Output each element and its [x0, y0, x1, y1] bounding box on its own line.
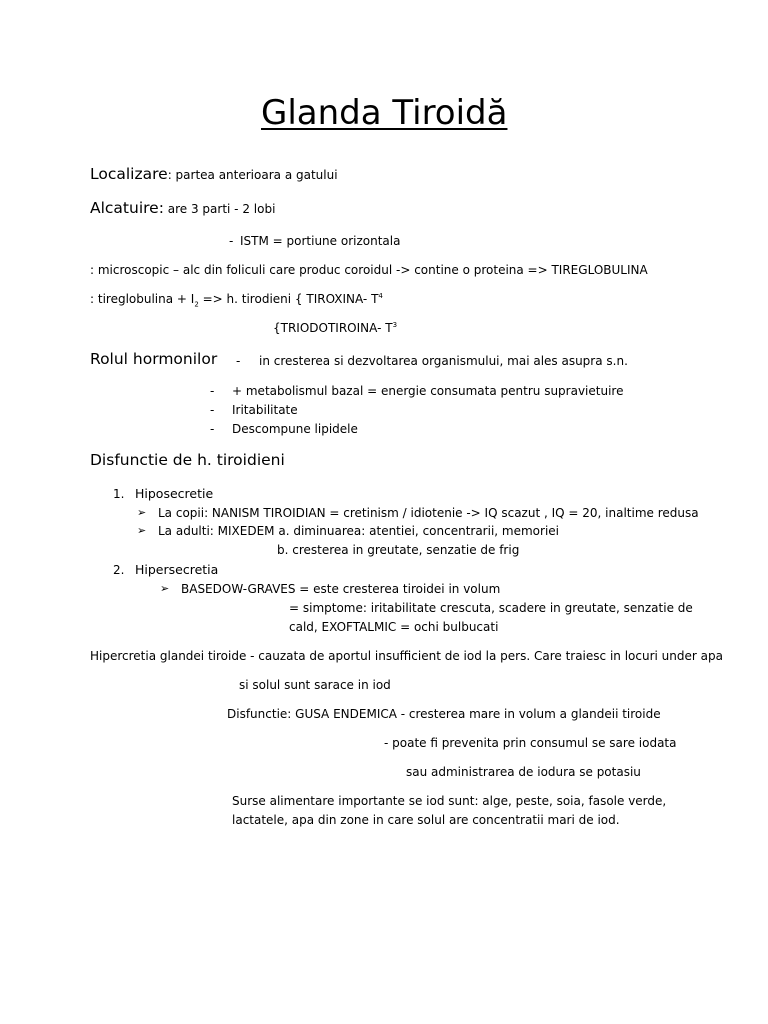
gusa-endemica-line: Disfunctie: GUSA ENDEMICA - cresterea mare in volum a glandeii tiroide	[227, 707, 661, 721]
hiposecretie-number: 1.	[113, 487, 125, 501]
rolul-dash-2: -	[210, 403, 215, 417]
hipersecretia-simptome-2: cald, EXOFTALMIC = ochi bulbucati	[289, 620, 499, 634]
disfunctie-heading: Disfunctie de h. tiroidieni	[90, 451, 285, 469]
microscopic-line: : microscopic – alc din foliculi care produc coroidul -> contine o proteina => TIREGLOBULINA	[90, 263, 648, 277]
page-title: Glanda Tiroidă	[261, 93, 508, 133]
rolul-dash-1: -	[210, 384, 215, 398]
alcatuire-line	[90, 201, 275, 217]
hiposecretie-adulti-b: b. cresterea in greutate, senzatie de frig	[277, 543, 520, 557]
iodine-subscript: 2	[194, 300, 199, 309]
hipersecretia-simptome-1: = simptome: iritabilitate crescuta, scadere in greutate, senzatie de	[289, 601, 693, 615]
tireglobulina-post: => h. tirodieni { TIROXINA- T	[198, 292, 379, 306]
tireglobulina-pre: : tireglobulina + I	[90, 292, 195, 306]
rolul-label: Rolul hormonilor	[90, 350, 218, 368]
alcatuire-text: are 3 parti - 2 lobi	[163, 202, 276, 216]
prevenita-line: - poate fi prevenita prin consumul se sare iodata	[384, 736, 677, 750]
surse-line-1: Surse alimentare importante se iod sunt: alge, peste, soia, fasole verde,	[232, 794, 667, 808]
hipercretia-line-2: si solul sunt saracе in iod	[239, 678, 391, 692]
istm-text: ISTM = portiune orizontala	[240, 234, 401, 248]
t3-superscript: 3	[392, 321, 398, 329]
rolul-item-0: in cresterea si dezvoltarea organismului, mai ales asupra s.n.	[259, 354, 628, 368]
administrarea-line: sau administrarea de iodura se potasiu	[406, 765, 641, 779]
alcatuire-label: Alcatuire:	[90, 199, 164, 217]
rolul-item-3: Descompune lipidele	[232, 422, 358, 436]
tireglobulina-line	[90, 292, 383, 309]
arrow-bullet-icon: ➢	[137, 524, 147, 537]
t4-superscript: 4	[378, 292, 383, 300]
surse-line-2: lactatele, apa din zone in care solul are concentratii mari de iod.	[232, 813, 620, 827]
triodotiroina-text: {TRIODOTIROINA- T	[273, 321, 393, 335]
localizare-label: Localizare	[90, 165, 168, 183]
hipersecretia-number: 2.	[113, 563, 125, 577]
rolul-dash-0: -	[236, 354, 241, 368]
hiposecretie-label: Hiposecretie	[135, 486, 214, 501]
triodotiroina-line	[273, 322, 397, 334]
arrow-bullet-icon: ➢	[160, 582, 170, 595]
istm-dash: -	[229, 234, 234, 248]
rolul-item-1: + metabolismul bazal = energie consumata pentru supravietuire	[232, 384, 624, 398]
hipercretia-line-1: Hipercretia glandei tiroide - cauzata de aportul insufficient de iod la pers. Care traiesc in locuri under apa	[90, 649, 723, 663]
localizare-line	[90, 167, 338, 183]
arrow-bullet-icon: ➢	[137, 506, 147, 519]
localizare-text: : partea anterioara a gatului	[167, 168, 338, 182]
hipersecretia-label: Hipersecretia	[135, 562, 219, 577]
hiposecretie-copii: La copii: NANISM TIROIDIAN = cretinism / idiotenie -> IQ scazut , IQ = 20, inaltime redusa	[158, 506, 699, 520]
hipersecretia-basedow: BASEDOW-GRAVES = este cresterea tiroidei in volum	[181, 582, 501, 596]
rolul-dash-3: -	[210, 422, 215, 436]
hiposecretie-adulti: La adulti: MIXEDEM a. diminuarea: atentiei, concentrarii, memoriei	[158, 524, 560, 538]
rolul-item-2: Iritabilitate	[232, 403, 298, 417]
